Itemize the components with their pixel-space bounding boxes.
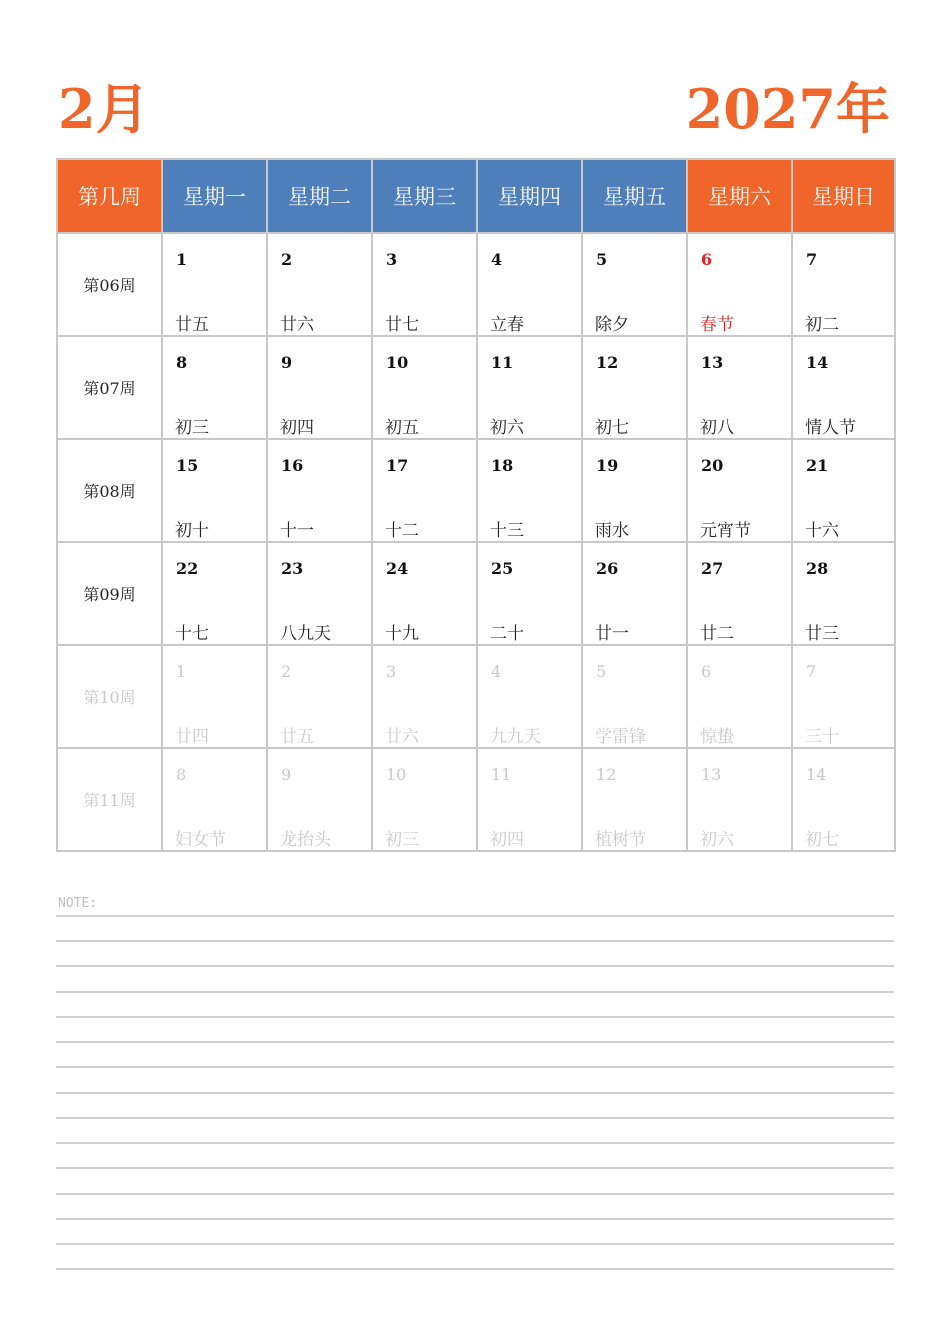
day-cell-next-month[interactable] [792,645,895,748]
day-cell[interactable] [162,233,267,336]
day-cell[interactable] [582,542,687,645]
day-number: 21 [806,456,829,475]
lunar-date: 立春 [490,315,524,335]
lunar-date: 廿六 [385,727,419,747]
note-line [56,1117,894,1119]
day-cell[interactable] [372,233,477,336]
day-number: 8 [176,353,188,372]
note-line [56,991,894,993]
day-cell[interactable] [792,542,895,645]
day-number: 1 [176,250,188,269]
day-cell-next-month[interactable] [477,748,582,851]
col-header-friday: 星期五 [582,159,687,233]
lunar-date: 初七 [595,418,629,438]
note-line [56,940,894,942]
lunar-date: 初五 [385,418,419,438]
day-cell-next-month[interactable] [477,645,582,748]
lunar-date: 初六 [490,418,524,438]
week-row [57,336,895,439]
lunar-date: 廿二 [700,624,734,644]
lunar-date: 十六 [805,521,839,541]
day-cell[interactable] [267,542,372,645]
lunar-date: 初四 [490,830,524,850]
lunar-date: 二十 [490,624,524,644]
day-cell[interactable] [792,439,895,542]
day-number: 23 [281,559,304,578]
note-line [56,1016,894,1018]
day-cell[interactable] [582,439,687,542]
day-number: 5 [596,250,608,269]
day-cell[interactable] [372,542,477,645]
lunar-date: 初八 [700,418,734,438]
note-line [56,1193,894,1195]
day-number: 1 [176,662,187,681]
day-cell-next-month[interactable] [162,748,267,851]
lunar-date: 九九天 [490,727,541,747]
day-cell-next-month[interactable] [582,748,687,851]
lunar-date: 情人节 [805,418,856,438]
day-number: 13 [701,765,722,784]
week-label: 第09周 [57,542,162,645]
day-number: 12 [596,765,617,784]
day-number: 4 [491,662,502,681]
lunar-date: 十三 [490,521,524,541]
day-cell-next-month[interactable] [372,748,477,851]
day-cell[interactable] [582,336,687,439]
note-line [56,1218,894,1220]
lunar-date: 八九天 [280,624,331,644]
day-number: 3 [386,662,397,681]
lunar-date: 妇女节 [175,830,226,850]
day-number: 14 [806,765,827,784]
day-number: 17 [386,456,409,475]
week-label: 第06周 [57,233,162,336]
day-cell[interactable] [162,336,267,439]
note-line [56,1167,894,1169]
lunar-date: 元宵节 [700,521,751,541]
day-number: 22 [176,559,199,578]
day-cell-next-month[interactable] [582,645,687,748]
header-row [57,159,895,233]
day-number: 19 [596,456,619,475]
week-row [57,542,895,645]
col-header-thursday: 星期四 [477,159,582,233]
day-number: 2 [281,662,292,681]
day-cell-next-month[interactable] [792,748,895,851]
lunar-date: 十七 [175,624,209,644]
day-number: 28 [806,559,829,578]
day-number: 14 [806,353,829,372]
day-number: 2 [281,250,293,269]
day-number: 3 [386,250,398,269]
lunar-date: 三十 [805,727,839,747]
note-line [56,1066,894,1068]
note-line [56,1142,894,1144]
day-cell[interactable] [477,233,582,336]
day-cell[interactable] [687,439,792,542]
year-title: 2027年 [685,77,890,141]
note-line [56,1092,894,1094]
day-cell-next-month[interactable] [687,748,792,851]
day-number: 11 [491,353,514,372]
day-cell[interactable] [372,336,477,439]
week-label: 第07周 [57,336,162,439]
col-header-wednesday: 星期三 [372,159,477,233]
day-cell[interactable] [792,336,895,439]
day-cell[interactable] [792,233,895,336]
note-line [56,1243,894,1245]
day-cell-next-month[interactable] [372,645,477,748]
lunar-date: 廿五 [280,727,314,747]
day-cell[interactable] [582,233,687,336]
lunar-date: 学雷锋 [595,727,646,747]
lunar-date: 雨水 [595,521,629,541]
lunar-date: 植树节 [595,830,646,850]
week-label: 第08周 [57,439,162,542]
col-header-monday: 星期一 [162,159,267,233]
day-number: 16 [281,456,304,475]
lunar-date: 除夕 [595,315,629,335]
day-cell-next-month[interactable] [267,748,372,851]
day-cell[interactable] [372,439,477,542]
day-number: 10 [386,765,407,784]
calendar-table [56,158,896,852]
day-number: 27 [701,559,724,578]
col-header-tuesday: 星期二 [267,159,372,233]
lunar-date: 十二 [385,521,419,541]
week-row-next-month [57,645,895,748]
day-number: 7 [806,250,818,269]
note-line [56,915,894,917]
lunar-date: 龙抬头 [280,830,331,850]
day-number: 18 [491,456,514,475]
note-line [56,965,894,967]
day-number: 13 [701,353,724,372]
col-header-sunday: 星期日 [792,159,895,233]
day-cell[interactable] [477,542,582,645]
week-row [57,233,895,336]
day-number: 6 [701,662,712,681]
month-title: 2月 [58,77,150,141]
lunar-date: 初七 [805,830,839,850]
week-label: 第11周 [57,748,162,851]
day-number: 26 [596,559,619,578]
lunar-date: 惊蛰 [700,727,734,747]
day-number: 9 [281,765,292,784]
day-cell[interactable] [267,439,372,542]
note-label: NOTE: [58,896,98,911]
day-number: 11 [491,765,512,784]
col-header-saturday: 星期六 [687,159,792,233]
lunar-date: 初二 [805,315,839,335]
lunar-date: 初三 [175,418,209,438]
lunar-date: 初六 [700,830,734,850]
day-cell[interactable] [477,336,582,439]
lunar-date: 十一 [280,521,314,541]
day-number: 5 [596,662,607,681]
day-cell[interactable] [267,336,372,439]
day-cell-next-month[interactable] [162,645,267,748]
day-cell[interactable] [162,439,267,542]
note-line [56,1268,894,1270]
day-number: 8 [176,765,187,784]
lunar-date: 廿五 [175,315,209,335]
day-cell-holiday[interactable] [687,233,792,336]
day-number: 9 [281,353,293,372]
day-cell[interactable] [267,233,372,336]
day-cell-next-month[interactable] [267,645,372,748]
day-cell[interactable] [687,542,792,645]
day-number: 12 [596,353,619,372]
lunar-date: 廿七 [385,315,419,335]
day-cell[interactable] [687,336,792,439]
lunar-date: 初三 [385,830,419,850]
week-row-next-month [57,748,895,851]
col-header-week: 第几周 [57,159,162,233]
lunar-date: 廿三 [805,624,839,644]
lunar-date: 初四 [280,418,314,438]
day-number: 4 [491,250,503,269]
week-row [57,439,895,542]
lunar-date: 春节 [700,315,734,335]
week-label: 第10周 [57,645,162,748]
note-line [56,1041,894,1043]
day-number: 20 [701,456,724,475]
day-number: 6 [701,250,713,269]
day-cell-next-month[interactable] [687,645,792,748]
day-cell[interactable] [477,439,582,542]
lunar-date: 廿四 [175,727,209,747]
lunar-date: 十九 [385,624,419,644]
lunar-date: 初十 [175,521,209,541]
day-number: 7 [806,662,817,681]
day-number: 24 [386,559,409,578]
day-cell[interactable] [162,542,267,645]
day-number: 10 [386,353,409,372]
day-number: 15 [176,456,199,475]
lunar-date: 廿一 [595,624,629,644]
day-number: 25 [491,559,514,578]
lunar-date: 廿六 [280,315,314,335]
